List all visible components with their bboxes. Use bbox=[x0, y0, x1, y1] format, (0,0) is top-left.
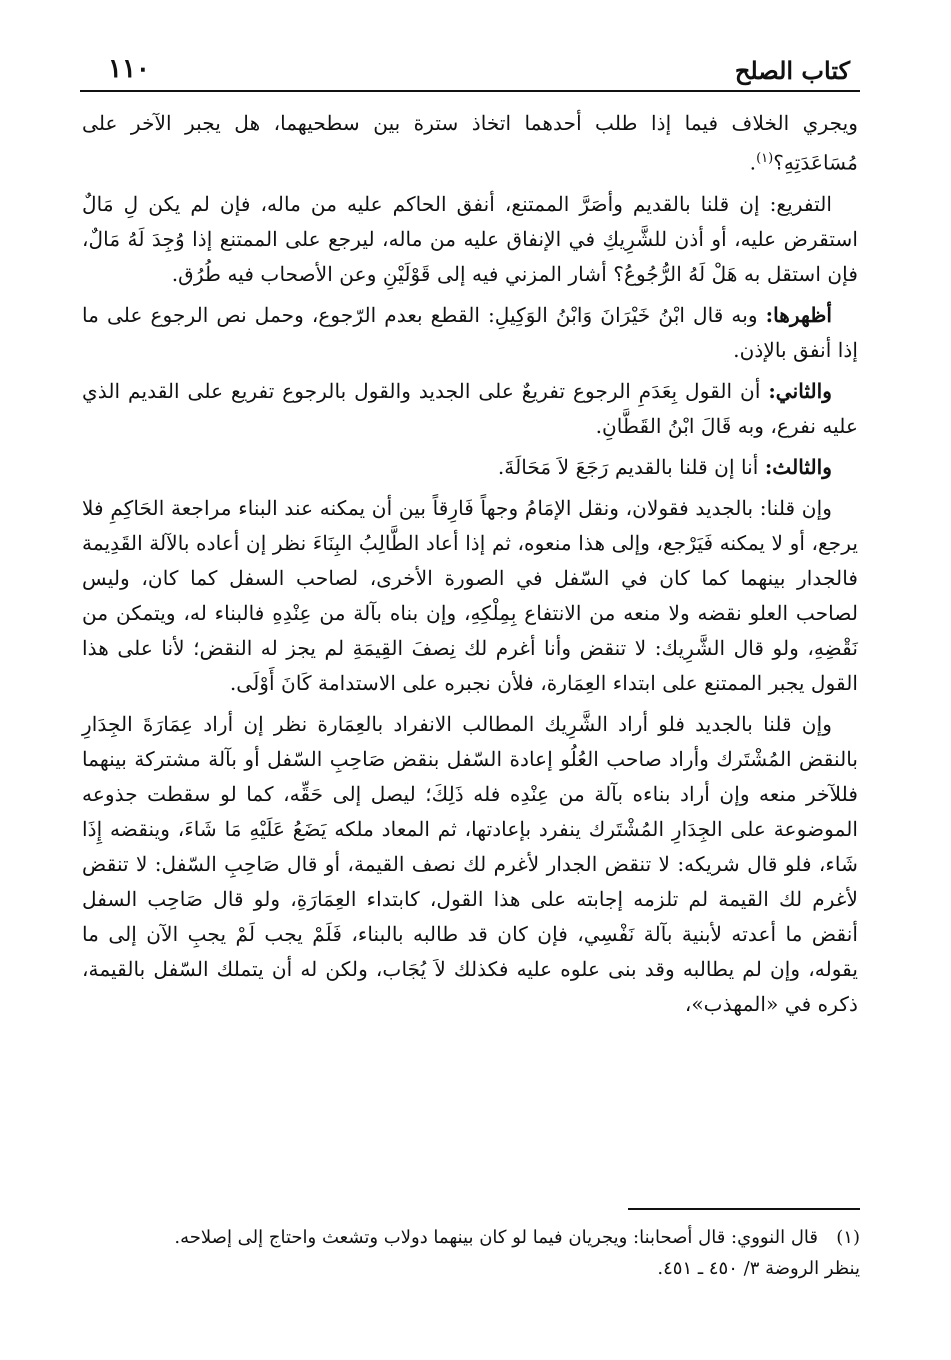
footnote-1 bbox=[80, 1222, 860, 1253]
paragraph-4 bbox=[82, 374, 858, 444]
paragraph-4-text: أن القول بِعَدَمِ الرجوع تفريعٌ على الجديد والقول بالرجوع تفريع على القديم الذي عليه نفرع، وبه قَالَ ابْنُ القَطَّانِ. bbox=[82, 378, 858, 438]
paragraph-2: التفريع: إن قلنا بالقديم وأصَرَّ الممتنع، أنفق الحاكم عليه من ماله، فإن لم يكن لِ مَالٌ استقرض عليه، أو أذن للشَّرِيكِ في الإنفاق عليه من ماله، ليرجع على الممتنع إذا وُجِدَ لَهُ مَالٌ، فإن استقل به هَلْ لَهُ الرُّجُوعُ؟ أشار المزني فيه إلى قَوْلَيْنِ وعن الأصحاب فيه طُرُق. bbox=[82, 191, 858, 286]
paragraph-4-lead: والثاني: bbox=[768, 378, 832, 403]
page-title: كتاب الصلح bbox=[734, 56, 850, 85]
paragraph-5-lead: والثالث: bbox=[764, 454, 832, 479]
paragraph-1 bbox=[82, 106, 858, 181]
footnote-1-number: (١) bbox=[836, 1227, 860, 1248]
main-text bbox=[80, 106, 860, 1022]
footnote-1-line-2: ينظر الروضة ٣/ ٤٥٠ ـ ٤٥١. bbox=[657, 1258, 860, 1279]
footnote-1-line-1: قال النووي: قال أصحابنا: ويجريان فيما لو كان بينهما دولاب وتشعث واحتاج إلى إصلاحه. bbox=[174, 1227, 818, 1248]
paragraph-3-lead: أظهرها: bbox=[765, 302, 832, 327]
paragraph-5-text: أنا إن قلنا بالقديم رَجَعَ لاَ مَحَالَةَ. bbox=[497, 454, 765, 479]
paragraph-1-text: ويجري الخلاف فيما إذا طلب أحدهما اتخاذ سترة بين سطحيهما، هل يجبر الآخر على مُسَاعَدَتِهِ؟ bbox=[82, 111, 858, 175]
paragraph-3-text: وبه قال ابْنُ خَيْرَانَ وَابْنُ الوَكِيلِ: القطع بعدم الرّجوع، وحمل نص الرجوع على ما إذا أنفق بالإذن. bbox=[82, 302, 858, 362]
footnote-reference: (١) bbox=[756, 151, 774, 166]
footnotes bbox=[80, 1222, 860, 1284]
paragraph-5 bbox=[82, 450, 858, 485]
paragraph-3 bbox=[82, 298, 858, 368]
footnote-divider bbox=[628, 1208, 860, 1210]
book-page bbox=[80, 40, 860, 1340]
paragraph-1-end: . bbox=[749, 150, 757, 175]
paragraph-7: وإن قلنا بالجديد فلو أراد الشَّرِيك المطالب الانفراد بالعِمَارة نظر إن أراد عِمَارَةَ الجِدَارِ بالنقض المُشْتَرك وأراد صاحب العُلُو إعادة السّفل بنقض صَاحِبِ السّفل أو بآلة مشتركة بينهما فللآخر منعه وإن أراد بناءه بآلة من عِنْدِه فله ذَلِكَ؛ ليصل إلى حَقِّه، كما لو سقطت جذوعه الموضوعة على الجِدَارِ المُشْتَرك ينفرد بإعادتها، ثم المعاد ملكه يَضَعُ عَلَيْهِ مَا شَاءَ، وينقضه إِذَا شَاء، فلو قال شريكه: لا تنقض الجدار لأغرم لك نصف القيمة، أو قال صَاحِبِ السّفل: لا تنقض لأغرم لك القيمة لم تلزمه إجابته على هذا القول، كابتداء العِمَارَةِ، ولو قال صَاحِب السفل أنقض ما أعدته لأبنية بآلة نَفْسِي، فإن كان قد طالبه بالبناء، فَلَمْ يجب لَمْ يجبِ الآن إلى ما يقوله، وإن لم يطالبه وقد بنى علوه عليه فكذلك لاَ يُجَاب، ولكن له أن يتملك السّفل بالقيمة، ذكره في «المهذب»، bbox=[82, 711, 858, 1016]
page-header bbox=[80, 40, 860, 92]
page-number: ١١٠ bbox=[108, 54, 150, 84]
paragraph-6: وإن قلنا: بالجديد فقولان، ونقل الإمَامُ وجهاً فَارِقاً بين أن يمكنه عند البناء مراجعة الحَاكِمِ فلا يرجع، أو لا يمكنه فَيَرْجع، وإلى هذا منعوه، ثم إذا أعاد الطَّالِبُ البِنَاءَ نظر إن أعاده بالآلة القَدِيمة فالجدار بينهما كما كان في السّفل في الصورة الأخرى، لصاحب السفل كما كان، وليس لصاحب العلو نقضه ولا منعه من الانتفاع بِمِلْكِهِ، وإن بناه بآلة من عِنْدِهِ فالبناء له، ويتمكن من نَقْضِهِ، ولو قال الشَّرِيك: لا تنقض وأنا أغرم لك نِصفَ القِيمَةِ لم يجز له النقض؛ لأنا على هذا القول يجبر الممتنع على ابتداء العِمَارة، فلأن نجبره على الاستدامة كَانَ أَوْلَى. bbox=[82, 495, 858, 695]
